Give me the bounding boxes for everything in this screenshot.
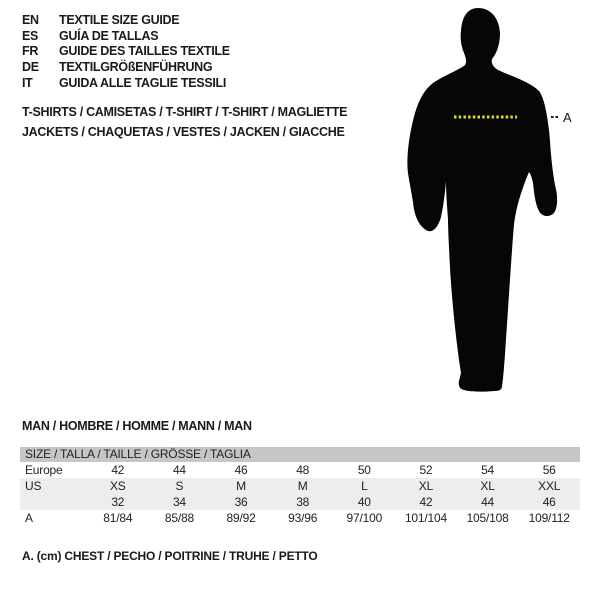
size-value: XL xyxy=(480,479,495,493)
size-value: 56 xyxy=(542,463,556,477)
size-value: 42 xyxy=(419,495,433,509)
size-value: M xyxy=(297,479,308,493)
size-value: XL xyxy=(418,479,434,493)
size-value: M xyxy=(236,479,246,493)
size-value: 109/112 xyxy=(528,511,570,525)
row-label: US xyxy=(25,479,42,493)
language-row xyxy=(22,12,230,28)
category-line: JACKETS / CHAQUETAS / VESTES / JACKEN / GIACCHE xyxy=(22,124,345,139)
size-value: 97/100 xyxy=(346,511,383,525)
table-row xyxy=(20,462,580,478)
row-label: Europe xyxy=(25,463,63,477)
category-line: T-SHIRTS / CAMISETAS / T-SHIRT / T-SHIRT / MAGLIETTE xyxy=(22,105,348,119)
size-value: 34 xyxy=(172,495,186,509)
size-value: 38 xyxy=(296,495,310,509)
language-code: EN xyxy=(22,12,39,27)
size-value: 52 xyxy=(419,463,433,477)
size-value: 32 xyxy=(111,495,125,509)
table-row xyxy=(20,478,580,494)
measure-label-a: A xyxy=(563,110,572,125)
size-value: 40 xyxy=(357,495,371,509)
size-value: 46 xyxy=(542,495,556,509)
size-table-body xyxy=(20,462,580,526)
language-code: DE xyxy=(22,59,39,74)
table-row xyxy=(20,510,580,526)
table-row xyxy=(20,494,580,510)
size-value: 44 xyxy=(172,463,186,477)
size-value: 44 xyxy=(481,495,495,509)
size-value: 50 xyxy=(357,463,371,477)
size-value: S xyxy=(175,479,184,493)
language-label: GUIDA ALLE TAGLIE TESSILI xyxy=(59,75,227,90)
section-title-man: MAN / HOMBRE / HOMME / MANN / MAN xyxy=(22,419,252,433)
language-code: ES xyxy=(22,28,39,43)
language-label: TEXTILE SIZE GUIDE xyxy=(59,12,180,27)
language-row xyxy=(22,75,230,91)
size-value: 89/92 xyxy=(226,511,256,525)
language-label: TEXTILGRÖßENFÜHRUNG xyxy=(59,59,213,74)
size-value: XS xyxy=(110,479,126,493)
language-label: GUIDE DES TAILLES TEXTILE xyxy=(59,44,230,59)
size-value: XXL xyxy=(538,479,561,493)
language-label: GUÍA DE TALLAS xyxy=(59,28,159,43)
language-row xyxy=(22,28,230,44)
language-row xyxy=(22,43,230,59)
language-row xyxy=(22,59,230,75)
size-value: 46 xyxy=(234,463,248,477)
measurement-footnote: A. (cm) CHEST / PECHO / POITRINE / TRUHE / PETTO xyxy=(22,549,318,563)
size-value: L xyxy=(361,479,368,493)
size-value: 36 xyxy=(234,495,248,509)
size-value: 101/104 xyxy=(404,511,447,525)
size-value: 48 xyxy=(296,463,310,477)
category-list xyxy=(22,103,347,142)
size-table-header: SIZE / TALLA / TAILLE / GRÖSSE / TAGLIA xyxy=(20,447,580,462)
size-value: 85/88 xyxy=(164,511,194,525)
size-table xyxy=(20,447,580,526)
size-value: 81/84 xyxy=(103,511,133,525)
language-code: FR xyxy=(22,44,39,59)
size-value: 42 xyxy=(111,463,125,477)
size-value: 105/108 xyxy=(466,511,509,525)
size-value: 93/96 xyxy=(288,511,318,525)
size-value: 54 xyxy=(481,463,495,477)
row-label: A xyxy=(25,511,33,525)
language-list xyxy=(22,12,230,90)
man-silhouette-figure xyxy=(404,6,580,396)
language-code: IT xyxy=(22,75,33,90)
silhouette-shape xyxy=(407,8,557,392)
